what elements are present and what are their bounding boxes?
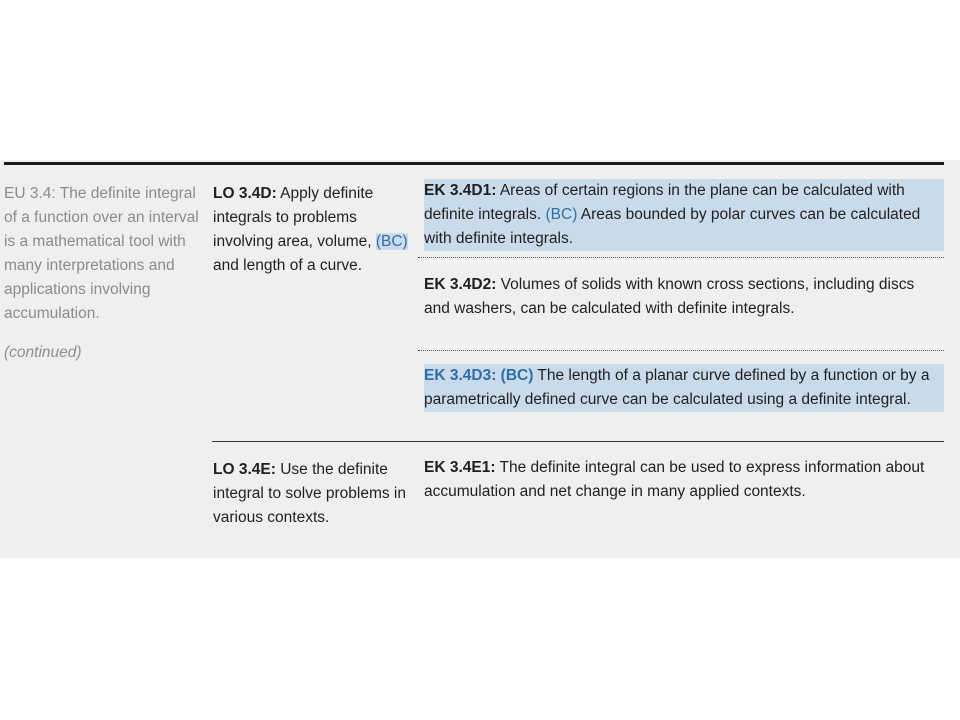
ek-3-4d2-text: Volumes of solids with known cross sections, including discs and washers, can be calculated with definite integrals.: [424, 276, 915, 317]
top-rule: [4, 162, 944, 165]
lo-3-4d-text-1: Apply definite integrals to problems involving area, volume,: [213, 185, 376, 250]
lo-3-4d: [213, 182, 413, 278]
bc-tag: (BC): [545, 206, 578, 223]
eu-label: EU 3.4:: [4, 185, 56, 202]
lo-3-4e-text: Use the definite integral to solve problems in various contexts.: [213, 461, 406, 526]
dotted-divider: [418, 257, 944, 258]
ek-3-4d3-text: The length of a planar curve defined by a function or by a parametrically defined curve can be calculated using a definite integral.: [424, 367, 930, 408]
continued-note: (continued): [4, 344, 82, 361]
ek-3-4e1: [424, 456, 944, 504]
ek-3-4d1-text-1: Areas of certain regions in the plane can be calculated with definite integrals.: [424, 182, 905, 223]
section-divider: [212, 441, 944, 442]
lo-3-4e-label: LO 3.4E:: [213, 461, 276, 478]
scanned-page: [0, 160, 960, 558]
ek-3-4d3-label: EK 3.4D3: (BC): [424, 367, 534, 384]
eu-3-4: [4, 182, 204, 326]
lo-3-4d-label: LO 3.4D:: [213, 185, 277, 202]
eu-text: The definite integral of a function over an interval is a mathematical tool with many interpretations and applications involving accumulation.: [4, 185, 199, 322]
ek-3-4e1-text: The definite integral can be used to express information about accumulation and net change in many applied contexts.: [424, 459, 925, 500]
ek-3-4d1: [424, 179, 944, 251]
ek-3-4d1-label: EK 3.4D1:: [424, 182, 497, 199]
enduring-understanding-column: [4, 182, 204, 365]
ek-3-4d2-label: EK 3.4D2:: [424, 276, 497, 293]
dotted-divider: [418, 350, 944, 351]
lo-3-4d-text-2: and length of a curve.: [213, 257, 363, 274]
ek-3-4d2: [424, 273, 944, 321]
ek-3-4d3: [424, 364, 944, 412]
ek-3-4d1-text-2: Areas bounded by polar curves can be calculated with definite integrals.: [424, 206, 921, 247]
bc-tag: (BC): [375, 233, 408, 250]
ek-3-4e1-label: EK 3.4E1:: [424, 459, 496, 476]
lo-3-4e: [213, 458, 413, 530]
